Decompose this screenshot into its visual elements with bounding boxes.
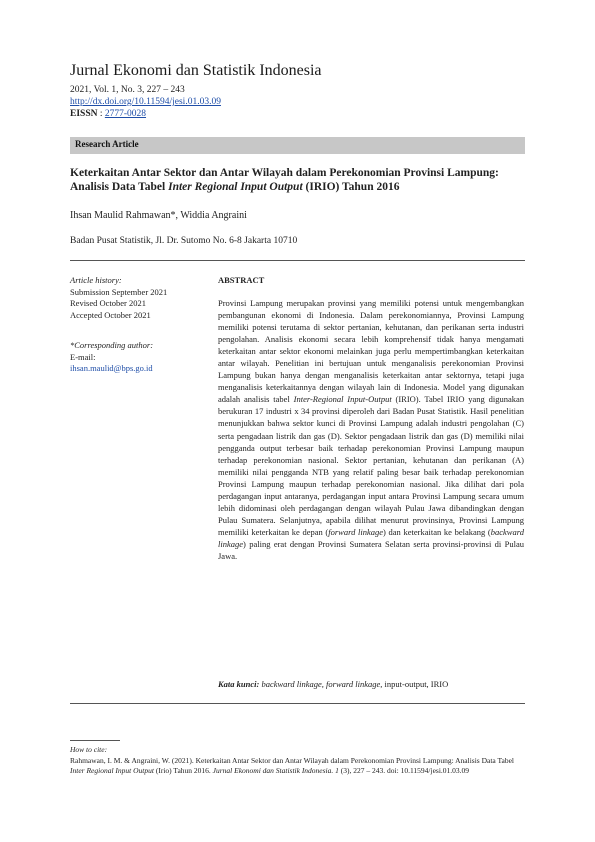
eissn-link[interactable]: 2777-0028 <box>104 109 147 119</box>
top-divider <box>70 260 525 261</box>
abstract-text-1: Provinsi Lampung merupakan provinsi yang memiliki potensi untuk mengembangkan pembangunan ekonomi di Indonesia. Dalam perekonomiannya, Provinsi Lampung memiliki potensi terutama di sektor pertanian, kehutanan, dan perikanan serta industri pengolahan. Analisis ekonomi secara lebih komprehensif tidak hanya mengamati keterkaitan antar sektor ekonomi melainkan juga perlu mempertimbangkan keterkaitan antar wilayah. Penelitian ini bertujuan untuk menganalisis perekonomian Provinsi Lampung bukan hanya dengan menganalisis keterkaitan antar sektornya, tetapi juga menganalisis keterkaitannya dengan wilayah lain di Indonesia. Model yang digunakan adalah analisis tabel <box>218 298 524 405</box>
eissn-label: EISSN <box>70 109 98 119</box>
section-label: Research Article <box>75 139 139 149</box>
paper-title <box>70 166 525 194</box>
keywords-label: Kata kunci: <box>218 679 260 689</box>
cite-label: How to cite: <box>70 745 108 754</box>
abstract-text-4: ) paling erat dengan Provinsi Sumatera Selatan serta provinsi-provinsi di Pulau Jawa. <box>218 538 524 561</box>
article-history <box>70 275 210 321</box>
how-to-cite <box>70 745 525 777</box>
title-italic: Inter Regional Input Output <box>168 181 303 193</box>
email-link[interactable]: ihsan.maulid@bps.go.id <box>70 363 153 373</box>
abstract-text-3: ) dan keterkaitan ke belakang ( <box>383 526 491 537</box>
cite-text: Rahmawan, I. M. & Angraini, W. (2021). Keterkaitan Antar Sektor dan Antar Wilayah dalam Perekonomian Provinsi Lampung: Analisis Data Tabel Inter Regional Input Output (Irio) Tahun 2016. Jurnal Ekonomi dan Statistik Indonesia. 1 (3), 227 – 243. doi: 10.11594/jesi.01.03.09 <box>70 755 515 775</box>
footnote-rule <box>70 740 120 741</box>
title-part-2: (IRIO) Tahun 2016 <box>302 181 400 193</box>
abstract-italic-3: backward linkage <box>218 526 524 549</box>
section-bar <box>70 137 525 154</box>
keywords-italic: backward linkage, forward linkage <box>259 679 381 689</box>
abstract-italic-1: Inter-Regional Input-Output <box>293 394 392 405</box>
corresponding-author <box>70 340 210 375</box>
history-accepted: Accepted October 2021 <box>70 309 151 320</box>
bottom-divider <box>70 703 525 704</box>
history-submission: Submission September 2021 <box>70 286 168 297</box>
history-label: Article history: <box>70 275 122 285</box>
journal-title: Jurnal Ekonomi dan Statistik Indonesia <box>70 62 322 79</box>
email-label: E-mail: <box>70 351 96 362</box>
eissn-line <box>70 108 146 120</box>
corresponding-label: *Corresponding author: <box>70 340 154 350</box>
keywords <box>218 679 524 689</box>
abstract-heading: ABSTRACT <box>218 275 265 285</box>
doi-link[interactable]: http://dx.doi.org/10.11594/jesi.01.03.09 <box>70 97 221 107</box>
abstract-italic-2: forward linkage <box>328 526 384 537</box>
abstract-body <box>218 297 524 562</box>
affiliation: Badan Pusat Statistik, Jl. Dr. Sutomo No. 6-8 Jakarta 10710 <box>70 236 298 246</box>
title-part-1: Keterkaitan Antar Sektor dan Antar Wilayah dalam Perekonomian Provinsi Lampung: Analisis Data Tabel <box>70 167 499 193</box>
authors: Ihsan Maulid Rahmawan*, Widdia Angraini <box>70 210 247 221</box>
volume-line: 2021, Vol. 1, No. 3, 227 – 243 <box>70 85 185 95</box>
abstract-text-2: (IRIO). Tabel IRIO yang digunakan berukuran 17 industri x 34 provinsi diperoleh dari Badan Pusat Statistik. Hasil penelitian menunjukkan bahwa sektor kunci di Provinsi Lampung adalah industri pengolahan (C) serta pengadaan listrik dan gas (D). Sektor pengadaan listrik dan gas (D) memiliki nilai pengganda output terbesar baik terhadap perekonomian Provinsi Lampung maupun terhadap perekonomian nasional. Sektor pertanian, kehutanan dan perikanan (A) memiliki nilai pengganda NTB yang relatif paling besar baik terhadap perekonomian Provinsi Lampung maupun terhadap perekonomian nasional. Jika dilihat dari pola perdagangan input antaranya, perdagangan input antara Provinsi Lampung secara umum lebih didominasi oleh perdagangan dengan wilayah Pulau Jawa dibandingkan dengan Pulau Sumatera. Selanjutnya, apabila dilihat menurut provinsinya, Provinsi Lampung memiliki keterkaitan ke depan ( <box>218 394 524 537</box>
eissn-separator: : <box>97 109 105 119</box>
keywords-rest: , input-output, IRIO <box>380 679 449 689</box>
history-revised: Revised October 2021 <box>70 298 147 308</box>
